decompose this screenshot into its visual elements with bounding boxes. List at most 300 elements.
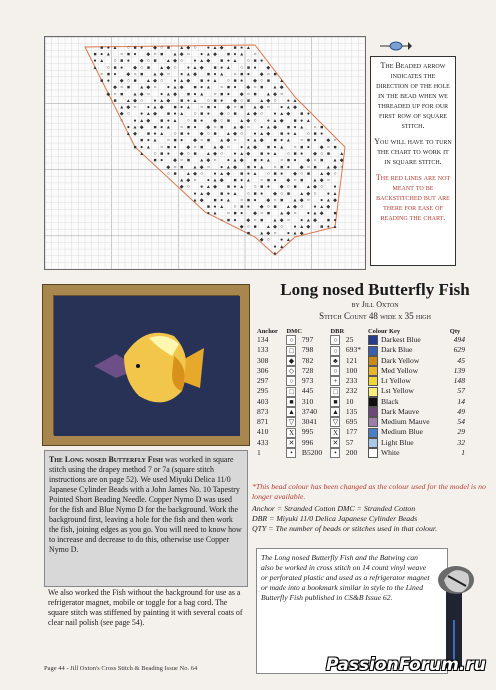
svg-text:○: ○ bbox=[286, 218, 290, 224]
colour-swatch bbox=[368, 448, 378, 458]
svg-text:●: ● bbox=[260, 59, 264, 65]
svg-text:◆: ◆ bbox=[186, 79, 191, 85]
svg-text:◆: ◆ bbox=[119, 79, 124, 85]
svg-text:■: ■ bbox=[246, 165, 250, 171]
key-row bbox=[256, 376, 466, 386]
svg-text:▲: ▲ bbox=[199, 59, 205, 65]
svg-text:◆: ◆ bbox=[199, 65, 204, 71]
svg-text:◆: ◆ bbox=[239, 92, 244, 98]
svg-text:●: ● bbox=[320, 132, 324, 138]
svg-text:▲: ▲ bbox=[179, 112, 185, 118]
svg-text:▲: ▲ bbox=[145, 79, 151, 85]
svg-text:◆: ◆ bbox=[213, 52, 217, 58]
svg-text:■: ■ bbox=[153, 125, 157, 131]
dmc-number: 310 bbox=[301, 396, 314, 406]
svg-text:○: ○ bbox=[300, 171, 304, 177]
dmc-number: 3041 bbox=[301, 417, 318, 427]
svg-text:●: ● bbox=[160, 158, 164, 164]
key-row bbox=[256, 356, 466, 366]
svg-text:●: ● bbox=[273, 178, 277, 184]
quantity: 1 bbox=[461, 447, 465, 457]
svg-text:●: ● bbox=[300, 218, 304, 224]
svg-text:▲: ▲ bbox=[332, 191, 338, 197]
colour-key: Dark Blue bbox=[367, 345, 449, 355]
header-qty: Qty bbox=[449, 328, 461, 335]
svg-text:○: ○ bbox=[246, 224, 250, 230]
dmc-symbol: ✕ bbox=[285, 438, 300, 448]
svg-text:●: ● bbox=[200, 85, 204, 91]
svg-text:●: ● bbox=[253, 198, 257, 204]
svg-text:▲: ▲ bbox=[192, 98, 198, 104]
svg-text:▲: ▲ bbox=[225, 65, 231, 71]
svg-text:●: ● bbox=[220, 98, 224, 104]
svg-text:▲: ▲ bbox=[192, 198, 198, 204]
svg-text:◆: ◆ bbox=[313, 218, 317, 224]
svg-text:■: ■ bbox=[213, 98, 217, 104]
svg-text:▲: ▲ bbox=[245, 45, 251, 51]
svg-text:▲: ▲ bbox=[332, 224, 338, 230]
dmc-number: 973 bbox=[301, 376, 314, 386]
colour-key: Medium Mauve bbox=[367, 417, 449, 427]
svg-text:●: ● bbox=[246, 138, 250, 144]
svg-text:○: ○ bbox=[113, 92, 117, 98]
svg-text:◆: ◆ bbox=[133, 98, 137, 104]
svg-text:▲: ▲ bbox=[119, 105, 125, 111]
svg-text:○: ○ bbox=[273, 165, 277, 171]
dbr-number: 25 bbox=[345, 335, 354, 345]
svg-text:■: ■ bbox=[146, 65, 150, 71]
svg-text:●: ● bbox=[140, 45, 144, 51]
svg-text:◆: ◆ bbox=[253, 145, 257, 151]
svg-text:▲: ▲ bbox=[305, 218, 311, 224]
svg-text:●: ● bbox=[260, 191, 264, 197]
svg-text:◆: ◆ bbox=[313, 185, 317, 191]
svg-text:◆: ◆ bbox=[146, 85, 151, 91]
svg-text:▲: ▲ bbox=[185, 171, 191, 177]
svg-text:◆: ◆ bbox=[213, 152, 217, 157]
svg-text:●: ● bbox=[166, 118, 170, 124]
svg-text:▲: ▲ bbox=[172, 52, 178, 58]
svg-text:◆: ◆ bbox=[266, 98, 271, 104]
svg-text:◆: ◆ bbox=[159, 105, 164, 111]
svg-text:●: ● bbox=[213, 72, 217, 78]
svg-text:◆: ◆ bbox=[213, 118, 217, 124]
svg-text:▲: ▲ bbox=[139, 118, 145, 124]
svg-text:◆: ◆ bbox=[139, 125, 144, 131]
svg-text:■: ■ bbox=[286, 191, 290, 197]
svg-text:○: ○ bbox=[293, 178, 297, 184]
svg-text:○: ○ bbox=[253, 85, 257, 91]
svg-text:▲: ▲ bbox=[299, 191, 305, 197]
svg-text:■: ■ bbox=[146, 132, 150, 138]
dbr-symbol: ✕ bbox=[329, 438, 344, 448]
svg-text:◆: ◆ bbox=[306, 158, 311, 164]
svg-text:▲: ▲ bbox=[139, 152, 145, 157]
svg-text:▲: ▲ bbox=[179, 178, 185, 184]
key-header-row bbox=[256, 328, 466, 335]
svg-text:●: ● bbox=[213, 105, 217, 111]
svg-text:▲: ▲ bbox=[219, 205, 225, 211]
svg-text:◆: ◆ bbox=[173, 59, 177, 65]
pattern-byline: by Jill Oxton bbox=[351, 300, 399, 309]
svg-text:▲: ▲ bbox=[272, 85, 278, 91]
svg-text:■: ■ bbox=[273, 205, 277, 211]
svg-text:○: ○ bbox=[266, 238, 270, 244]
svg-text:○: ○ bbox=[340, 165, 344, 171]
colour-key: Black bbox=[367, 397, 449, 407]
svg-text:○: ○ bbox=[280, 224, 284, 230]
key-row bbox=[256, 407, 466, 417]
svg-text:■: ■ bbox=[326, 152, 330, 157]
svg-text:○: ○ bbox=[160, 79, 164, 85]
note-turn: You will have to turn the chart to work it in square stitch. bbox=[374, 137, 452, 166]
svg-text:○: ○ bbox=[193, 45, 197, 51]
svg-text:▲: ▲ bbox=[245, 112, 251, 118]
svg-text:■: ■ bbox=[213, 65, 217, 71]
svg-text:●: ● bbox=[206, 178, 210, 184]
svg-text:■: ■ bbox=[293, 185, 297, 191]
svg-text:▲: ▲ bbox=[285, 205, 291, 211]
key-row bbox=[256, 397, 466, 407]
svg-text:●: ● bbox=[166, 85, 170, 91]
anchor-number: 1 bbox=[257, 447, 261, 457]
dbr-number: 135 bbox=[345, 406, 358, 416]
svg-text:■: ■ bbox=[126, 52, 130, 58]
svg-text:◆: ◆ bbox=[233, 98, 237, 104]
svg-text:■: ■ bbox=[200, 79, 204, 85]
instructions-box bbox=[44, 450, 248, 587]
svg-text:●: ● bbox=[173, 112, 177, 118]
svg-text:●: ● bbox=[266, 152, 270, 157]
dmc-symbol: X bbox=[285, 427, 300, 437]
dmc-symbol: ◆ bbox=[285, 356, 300, 366]
svg-text:◆: ◆ bbox=[206, 125, 211, 131]
svg-text:●: ● bbox=[233, 52, 237, 58]
svg-text:●: ● bbox=[293, 125, 297, 131]
svg-text:■: ■ bbox=[293, 152, 297, 157]
svg-text:■: ■ bbox=[253, 158, 257, 164]
svg-text:■: ■ bbox=[213, 198, 217, 204]
anchor-number: 306 bbox=[257, 365, 269, 375]
anchor-number: 871 bbox=[257, 417, 269, 427]
svg-text:◆: ◆ bbox=[113, 85, 117, 91]
colour-swatch bbox=[368, 346, 378, 356]
quantity: 54 bbox=[457, 417, 465, 427]
svg-text:●: ● bbox=[300, 152, 304, 157]
svg-text:●: ● bbox=[180, 138, 184, 144]
svg-text:●: ● bbox=[226, 191, 230, 197]
svg-text:○: ○ bbox=[213, 92, 217, 98]
svg-text:●: ● bbox=[226, 59, 230, 65]
dmc-symbol: ◇ bbox=[285, 366, 300, 376]
svg-text:■: ■ bbox=[133, 79, 137, 85]
svg-text:◆: ◆ bbox=[206, 158, 211, 164]
svg-text:○: ○ bbox=[120, 85, 124, 91]
svg-text:○: ○ bbox=[233, 105, 237, 111]
svg-text:●: ● bbox=[220, 165, 224, 171]
svg-text:○: ○ bbox=[206, 132, 210, 138]
colour-swatch bbox=[368, 376, 378, 386]
svg-text:●: ● bbox=[326, 191, 330, 197]
svg-text:▲: ▲ bbox=[199, 158, 205, 164]
svg-text:■: ■ bbox=[220, 191, 224, 197]
svg-text:○: ○ bbox=[260, 79, 264, 85]
svg-text:●: ● bbox=[133, 52, 137, 58]
svg-text:◆: ◆ bbox=[326, 171, 331, 177]
svg-text:▲: ▲ bbox=[179, 79, 185, 85]
svg-text:▲: ▲ bbox=[292, 198, 298, 204]
svg-text:●: ● bbox=[106, 45, 110, 51]
anchor-number: 295 bbox=[257, 386, 269, 396]
svg-text:◆: ◆ bbox=[239, 158, 244, 164]
dbr-number: 200 bbox=[345, 447, 358, 457]
svg-text:○: ○ bbox=[273, 98, 277, 104]
svg-text:●: ● bbox=[100, 52, 104, 58]
svg-text:○: ○ bbox=[193, 112, 197, 118]
svg-text:○: ○ bbox=[226, 145, 230, 151]
svg-text:■: ■ bbox=[226, 185, 230, 191]
header-anchor: Anchor bbox=[257, 328, 278, 335]
svg-text:●: ● bbox=[240, 211, 244, 217]
svg-text:●: ● bbox=[200, 118, 204, 124]
svg-text:●: ● bbox=[286, 231, 290, 237]
svg-text:■: ■ bbox=[153, 59, 157, 65]
svg-text:○: ○ bbox=[293, 145, 297, 151]
svg-text:■: ■ bbox=[206, 105, 210, 111]
colour-key: Darkest Blue bbox=[367, 335, 449, 345]
svg-text:▲: ▲ bbox=[112, 45, 118, 51]
colour-key: Medium Blue bbox=[367, 427, 449, 437]
svg-text:◆: ◆ bbox=[246, 152, 251, 157]
anchor-number: 410 bbox=[257, 427, 269, 437]
colour-key: Dark Mauve bbox=[367, 407, 449, 417]
svg-text:■: ■ bbox=[300, 178, 304, 184]
colour-swatch bbox=[368, 438, 378, 448]
svg-text:○: ○ bbox=[220, 152, 224, 157]
dmc-number: 728 bbox=[301, 365, 314, 375]
svg-text:▲: ▲ bbox=[132, 125, 138, 131]
svg-text:▲: ▲ bbox=[239, 185, 245, 191]
svg-text:■: ■ bbox=[213, 132, 217, 138]
svg-text:◆: ◆ bbox=[179, 52, 184, 58]
svg-text:◆: ◆ bbox=[193, 138, 197, 144]
svg-text:●: ● bbox=[286, 165, 290, 171]
svg-text:●: ● bbox=[220, 198, 224, 204]
svg-text:▲: ▲ bbox=[245, 145, 251, 151]
svg-text:■: ■ bbox=[240, 171, 244, 177]
svg-text:■: ■ bbox=[273, 171, 277, 177]
header-dmc: DMC bbox=[286, 328, 302, 335]
svg-text:●: ● bbox=[253, 65, 257, 71]
svg-text:■: ■ bbox=[266, 178, 270, 184]
svg-text:●: ● bbox=[193, 59, 197, 65]
colour-key: Med Yellow bbox=[367, 366, 449, 376]
svg-text:◆: ◆ bbox=[259, 72, 264, 78]
svg-text:○: ○ bbox=[193, 178, 197, 184]
svg-text:○: ○ bbox=[146, 92, 150, 98]
svg-text:●: ● bbox=[186, 65, 190, 71]
svg-text:◆: ◆ bbox=[266, 132, 271, 138]
svg-text:○: ○ bbox=[146, 59, 150, 65]
svg-text:●: ● bbox=[293, 158, 297, 164]
svg-text:●: ● bbox=[193, 191, 197, 197]
svg-text:▲: ▲ bbox=[212, 45, 218, 51]
svg-text:◆: ◆ bbox=[253, 211, 257, 217]
svg-text:◆: ◆ bbox=[279, 85, 284, 91]
svg-text:◆: ◆ bbox=[179, 85, 184, 91]
svg-text:◆: ◆ bbox=[326, 138, 331, 144]
svg-text:▲: ▲ bbox=[279, 112, 285, 118]
dbr-symbol: ■ bbox=[329, 397, 344, 407]
svg-text:▲: ▲ bbox=[159, 132, 165, 138]
svg-text:◆: ◆ bbox=[319, 178, 324, 184]
svg-text:◆: ◆ bbox=[279, 218, 284, 224]
svg-text:●: ● bbox=[306, 145, 310, 151]
svg-text:▲: ▲ bbox=[252, 105, 258, 111]
svg-text:●: ● bbox=[206, 79, 210, 85]
svg-text:▲: ▲ bbox=[252, 138, 258, 144]
svg-text:▲: ▲ bbox=[305, 118, 311, 124]
watermark: PassionForum.ru bbox=[326, 655, 486, 675]
svg-text:◆: ◆ bbox=[333, 165, 337, 171]
svg-text:■: ■ bbox=[320, 125, 324, 131]
svg-text:■: ■ bbox=[280, 198, 284, 204]
dbr-symbol: ▲ bbox=[332, 408, 339, 416]
svg-text:○: ○ bbox=[313, 125, 317, 131]
svg-text:○: ○ bbox=[160, 145, 164, 151]
svg-text:◆: ◆ bbox=[259, 238, 264, 244]
svg-text:◆: ◆ bbox=[126, 105, 131, 111]
svg-text:■: ■ bbox=[260, 85, 264, 91]
svg-text:○: ○ bbox=[173, 65, 177, 71]
svg-text:■: ■ bbox=[206, 72, 210, 78]
svg-text:■: ■ bbox=[120, 92, 124, 98]
svg-text:◆: ◆ bbox=[199, 165, 204, 171]
svg-text:○: ○ bbox=[260, 178, 264, 184]
svg-text:○: ○ bbox=[173, 165, 177, 171]
svg-text:●: ● bbox=[240, 79, 244, 85]
colour-key: White bbox=[367, 448, 449, 458]
svg-text:■: ■ bbox=[173, 171, 177, 177]
svg-text:◆: ◆ bbox=[273, 125, 277, 131]
svg-text:◆: ◆ bbox=[219, 45, 224, 51]
pattern-title: Long nosed Butterfly Fish bbox=[280, 280, 470, 299]
dmc-symbol: ○ bbox=[285, 335, 300, 345]
svg-text:■: ■ bbox=[200, 145, 204, 151]
bookmark-image bbox=[434, 560, 484, 670]
svg-text:■: ■ bbox=[306, 138, 310, 144]
quantity: 14 bbox=[457, 396, 465, 406]
svg-text:○: ○ bbox=[153, 152, 157, 157]
colour-swatch bbox=[368, 428, 378, 438]
svg-text:●: ● bbox=[186, 98, 190, 104]
svg-text:○: ○ bbox=[140, 98, 144, 104]
svg-text:●: ● bbox=[280, 105, 284, 111]
svg-text:○: ○ bbox=[320, 185, 324, 191]
svg-text:○: ○ bbox=[286, 152, 290, 157]
svg-text:◆: ◆ bbox=[286, 211, 291, 217]
svg-text:○: ○ bbox=[313, 158, 317, 164]
svg-text:○: ○ bbox=[226, 79, 230, 85]
svg-text:●: ● bbox=[206, 112, 210, 118]
svg-text:●: ● bbox=[160, 125, 164, 131]
svg-text:●: ● bbox=[146, 138, 150, 144]
svg-text:▲: ▲ bbox=[285, 105, 291, 111]
svg-text:◆: ◆ bbox=[179, 185, 184, 191]
instructions-text: was worked in square stitch using the drapey method 7 or 7a (square stitch instructions are on page 52). We used Miyuki Delica 11/0 Japanese Cylinder Beads with a John James No. 10 Tapestry Pointed Short Beading Needle. Copper Nymo D was used for the fish and Blue Nymo D for the background. Work the background first, leaving a hole for the fish and then work the fish, joining edges as you go. You will need to know how to increase and decrease to do this, otherwise use Copper Nymo D. bbox=[49, 455, 242, 554]
svg-text:◆: ◆ bbox=[173, 92, 177, 98]
colour-swatch bbox=[368, 407, 378, 417]
svg-text:◆: ◆ bbox=[166, 98, 171, 104]
svg-text:○: ○ bbox=[280, 158, 284, 164]
dmc-symbol: • bbox=[285, 448, 300, 458]
header-dbr: DBR bbox=[330, 328, 345, 335]
quantity: 45 bbox=[457, 355, 465, 365]
svg-text:▲: ▲ bbox=[219, 138, 225, 144]
svg-text:●: ● bbox=[280, 171, 284, 177]
svg-text:■: ■ bbox=[113, 98, 117, 104]
svg-text:■: ■ bbox=[133, 145, 137, 151]
svg-text:●: ● bbox=[306, 211, 310, 217]
svg-text:○: ○ bbox=[240, 65, 244, 71]
svg-text:■: ■ bbox=[233, 45, 237, 51]
svg-text:●: ● bbox=[240, 178, 244, 184]
svg-text:○: ○ bbox=[306, 165, 310, 171]
svg-text:●: ● bbox=[213, 205, 217, 211]
svg-text:○: ○ bbox=[120, 52, 124, 58]
svg-text:▲: ▲ bbox=[219, 171, 225, 177]
colour-key: Light Blue bbox=[367, 438, 449, 448]
dmc-number: 995 bbox=[301, 427, 314, 437]
svg-text:■: ■ bbox=[226, 85, 230, 91]
svg-text:◆: ◆ bbox=[146, 52, 151, 58]
svg-text:○: ○ bbox=[186, 152, 190, 157]
svg-text:●: ● bbox=[273, 145, 277, 151]
svg-text:▲: ▲ bbox=[272, 251, 278, 257]
abbr-anchor: Anchor = Stranded Cotton DMC = Stranded Cotton bbox=[252, 504, 416, 513]
bead-arrow-icon bbox=[380, 40, 412, 52]
svg-text:●: ● bbox=[320, 198, 324, 204]
svg-text:▲: ▲ bbox=[312, 211, 318, 217]
dmc-symbol: ▲ bbox=[288, 408, 295, 416]
svg-text:●: ● bbox=[226, 158, 230, 164]
svg-text:○: ○ bbox=[253, 218, 257, 224]
svg-text:◆: ◆ bbox=[273, 92, 277, 98]
svg-text:■: ■ bbox=[273, 72, 277, 78]
svg-text:▲: ▲ bbox=[232, 191, 238, 197]
svg-text:▲: ▲ bbox=[165, 125, 171, 131]
dmc-number: 798 bbox=[301, 345, 314, 355]
svg-text:○: ○ bbox=[233, 138, 237, 144]
svg-text:○: ○ bbox=[313, 191, 317, 197]
svg-text:○: ○ bbox=[180, 125, 184, 131]
svg-text:■: ■ bbox=[226, 218, 230, 224]
anchor-number: 403 bbox=[257, 396, 269, 406]
key-row bbox=[256, 417, 466, 427]
dmc-number: 445 bbox=[301, 386, 314, 396]
svg-text:▲: ▲ bbox=[165, 59, 171, 65]
framed-photo bbox=[42, 284, 250, 446]
svg-text:▲: ▲ bbox=[259, 231, 265, 237]
svg-text:○: ○ bbox=[173, 132, 177, 138]
svg-text:▲: ▲ bbox=[285, 138, 291, 144]
svg-text:■: ■ bbox=[100, 79, 104, 85]
svg-text:■: ■ bbox=[260, 218, 264, 224]
svg-text:○: ○ bbox=[213, 125, 217, 131]
svg-text:■: ■ bbox=[320, 158, 324, 164]
svg-text:●: ● bbox=[200, 185, 204, 191]
abbreviations bbox=[252, 504, 492, 534]
